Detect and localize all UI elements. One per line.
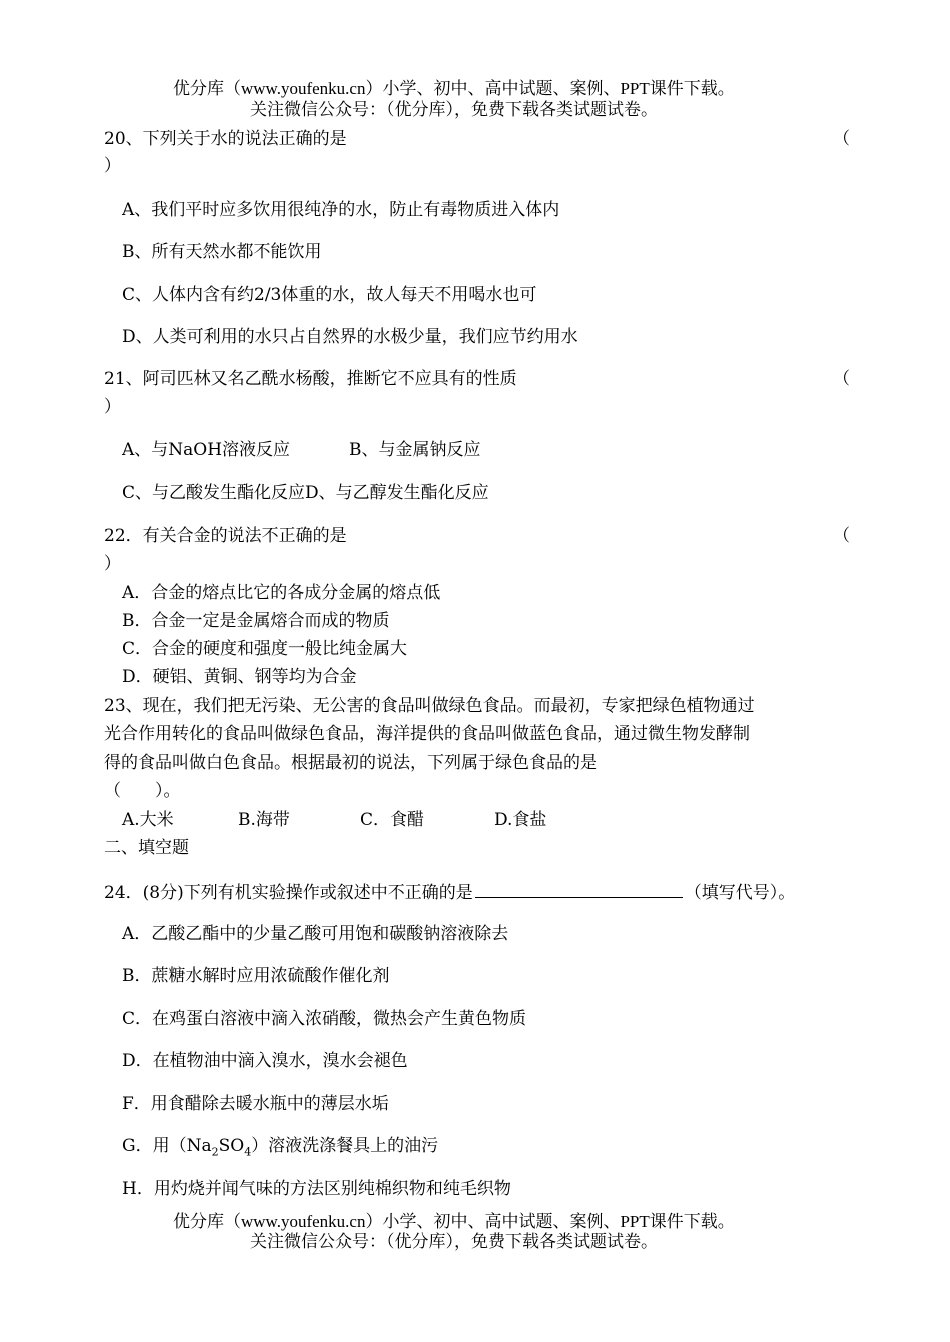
q24-option-b: B．蔗糖水解时应用浓硫酸作催化剂 (122, 966, 390, 986)
q21-option-a: A、与NaOH溶液反应 (122, 440, 291, 460)
q22-option-a: A．合金的熔点比它的各成分金属的熔点低 (122, 583, 441, 603)
q20-paren-open: （ (833, 129, 850, 149)
q24-option-g-sub1: 2 (211, 1145, 219, 1159)
q22-stem: 22．有关合金的说法不正确的是 (104, 526, 347, 546)
q24-option-a: A．乙酸乙酯中的少量乙酸可用饱和碳酸钠溶液除去 (122, 924, 509, 944)
q20-stem: 20、下列关于水的说法正确的是 (104, 129, 347, 149)
q22-paren-close: ） (104, 554, 121, 574)
q23-line-3: 得的食品叫做白色食品。根据最初的说法，下列属于绿色食品的是 (104, 753, 597, 773)
q22-paren-open: （ (833, 526, 850, 546)
q22-option-d: D．硬铝、黄铜、钢等均为合金 (122, 667, 357, 687)
q22-option-c: C．合金的硬度和强度一般比纯金属大 (122, 639, 408, 659)
q20-option-d: D、人类可利用的水只占自然界的水极少量，我们应节约用水 (122, 327, 578, 347)
q23-line-2: 光合作用转化的食品叫做绿色食品，海洋提供的食品叫做蓝色食品，通过微生物发酵制 (104, 724, 750, 744)
q21-stem: 21、阿司匹林又名乙酰水杨酸，推断它不应具有的性质 (104, 369, 517, 389)
q20-paren-close: ） (104, 156, 121, 176)
q23-option-c: C．食醋 (360, 810, 425, 830)
header-line-1: 优分库（www.youfenku.cn）小学、初中、高中试题、案例、PPT课件下载。 (173, 79, 735, 98)
footer-line-2: 关注微信公众号：（优分库），免费下载各类试题试卷。 (250, 1232, 658, 1251)
q21-options-cd: C、与乙酸发生酯化反应D、与乙醇发生酯化反应 (122, 483, 489, 503)
q24-option-g-sub2: 4 (244, 1145, 252, 1159)
q22-option-b: B．合金一定是金属熔合而成的物质 (122, 611, 390, 631)
q23-line-1: 23、现在，我们把无污染、无公害的食品叫做绿色食品。而最初，专家把绿色植物通过 (104, 696, 755, 716)
q24-answer-blank[interactable] (475, 882, 683, 898)
q20-option-a: A、我们平时应多饮用很纯净的水，防止有毒物质进入体内 (122, 200, 560, 220)
section-title: 二、填空题 (104, 838, 189, 858)
q23-option-a: A.大米 (122, 810, 174, 830)
header-line-2: 关注微信公众号：（优分库），免费下载各类试题试卷。 (250, 100, 658, 119)
q23-answer-paren: （ ）。 (104, 781, 181, 801)
q20-option-c: C、人体内含有约2/3体重的水，故人每天不用喝水也可 (122, 285, 537, 305)
q24-option-f: F．用食醋除去暖水瓶中的薄层水垢 (122, 1094, 389, 1114)
q21-paren-close: ） (104, 397, 121, 417)
q24-option-h: H．用灼烧并闻气味的方法区别纯棉织物和纯毛织物 (122, 1179, 511, 1199)
q21-paren-open: （ (833, 369, 850, 389)
q24-option-g-post: ）溶液洗涤餐具上的油污 (251, 1136, 439, 1156)
q24-option-g-mid: SO (218, 1136, 245, 1156)
q20-option-b: B、所有天然水都不能饮用 (122, 242, 322, 262)
q23-option-b: B.海带 (238, 810, 290, 830)
q24-stem (104, 882, 795, 902)
q24-option-c: C．在鸡蛋白溶液中滴入浓硝酸，微热会产生黄色物质 (122, 1009, 527, 1029)
q24-stem-post: （填写代号）。 (684, 883, 796, 903)
q21-option-b: B、与金属钠反应 (349, 440, 481, 460)
footer-line-1: 优分库（www.youfenku.cn）小学、初中、高中试题、案例、PPT课件下载。 (173, 1212, 735, 1231)
q24-stem-pre: 24．(8分)下列有机实验操作或叙述中不正确的是 (104, 883, 473, 903)
q24-option-d: D．在植物油中滴入溴水，溴水会褪色 (122, 1051, 408, 1071)
q24-option-g (122, 1136, 439, 1159)
q23-option-d: D.食盐 (494, 810, 547, 830)
q24-option-g-pre: G．用（Na (122, 1136, 212, 1156)
